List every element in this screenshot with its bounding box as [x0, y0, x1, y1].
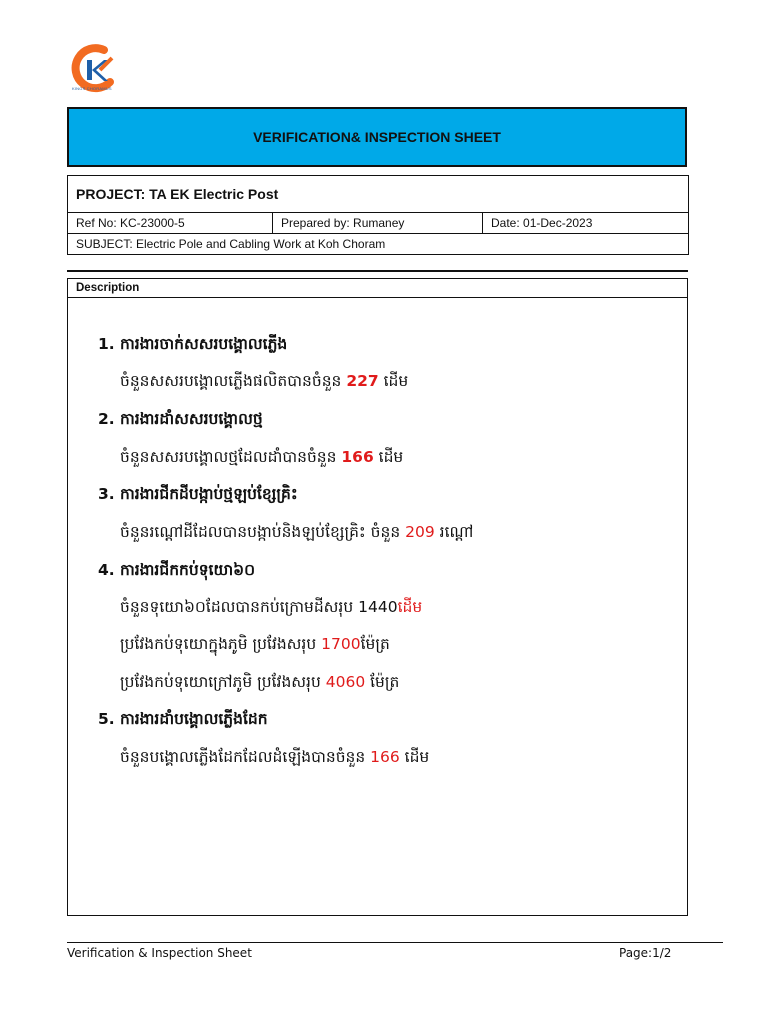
subject: SUBJECT: Electric Pole and Cabling Work at Koh Choram	[68, 234, 689, 255]
value: 4060	[325, 673, 366, 691]
ref-no: Ref No: KC-23000-5	[68, 213, 273, 234]
prepared-by: Prepared by: Rumaney	[273, 213, 483, 234]
item-line: ចំនួនបង្គោលភ្លើងដែកដែលដំឡើងបានចំនួន 166 ដើម	[120, 748, 430, 766]
item-line: ប្រវែងកប់ទុយោក្រៅភូមិ ប្រវែងសរុប 4060 ម៉ែត្រ	[120, 673, 400, 691]
value: 166	[341, 448, 374, 466]
item-title: 1. ការងារចាក់សសរបង្គោលភ្លើង	[98, 335, 288, 353]
description-label: Description	[68, 279, 687, 298]
item-line: ចំនួនសសរបង្គោលថ្មដែលដាំបានចំនួន 166 ដើម	[120, 448, 404, 466]
item-title: 3. ការងារជីកដីបង្កាប់ថ្មឡប់ខ្សែគ្រិះ	[98, 485, 298, 503]
footer-title: Verification & Inspection Sheet	[67, 946, 252, 960]
value: 1440	[358, 598, 398, 616]
date: Date: 01-Dec-2023	[483, 213, 689, 234]
item-line: ប្រវែងកប់ទុយោក្នុងភូមិ ប្រវែងសរុប 1700ម៉ែត្រ	[120, 635, 390, 653]
project-name: PROJECT: TA EK Electric Post	[68, 176, 689, 213]
item-title: 5. ការងារដាំបង្គោលភ្លើងដែក	[98, 710, 268, 728]
logo-text: KINGS CHORAMUS	[72, 86, 112, 91]
item-line: ចំនួនសសរបង្គោលភ្លើងផលិតបានចំនួន 227 ដើម	[120, 372, 409, 390]
value: 209	[405, 523, 435, 541]
sheet-title-banner	[67, 107, 687, 167]
page-number: Page:1/2	[619, 946, 672, 960]
sheet-title: VERIFICATION& INSPECTION SHEET	[253, 129, 501, 145]
info-table	[67, 175, 689, 255]
item-line: ចំនួនទុយោ៦០ដែលបានកប់ក្រោមដីសរុប 1440ដើម	[120, 598, 423, 616]
item-title: 2. ការងារដាំសសរបង្គោលថ្ម	[98, 410, 263, 428]
value: 1700	[321, 635, 361, 653]
value: 166	[370, 748, 400, 766]
footer-divider	[67, 942, 723, 943]
item-line: ចំនួនរណ្តៅដីដែលបានបង្កាប់និងឡប់ខ្សែគ្រិះ ចំនួន 209 រណ្តៅ	[120, 523, 474, 541]
description-box	[67, 278, 688, 916]
section-divider	[67, 270, 688, 272]
item-title: 4. ការងារជីកកប់ទុយោ៦០	[98, 561, 256, 579]
value: 227	[346, 372, 379, 390]
